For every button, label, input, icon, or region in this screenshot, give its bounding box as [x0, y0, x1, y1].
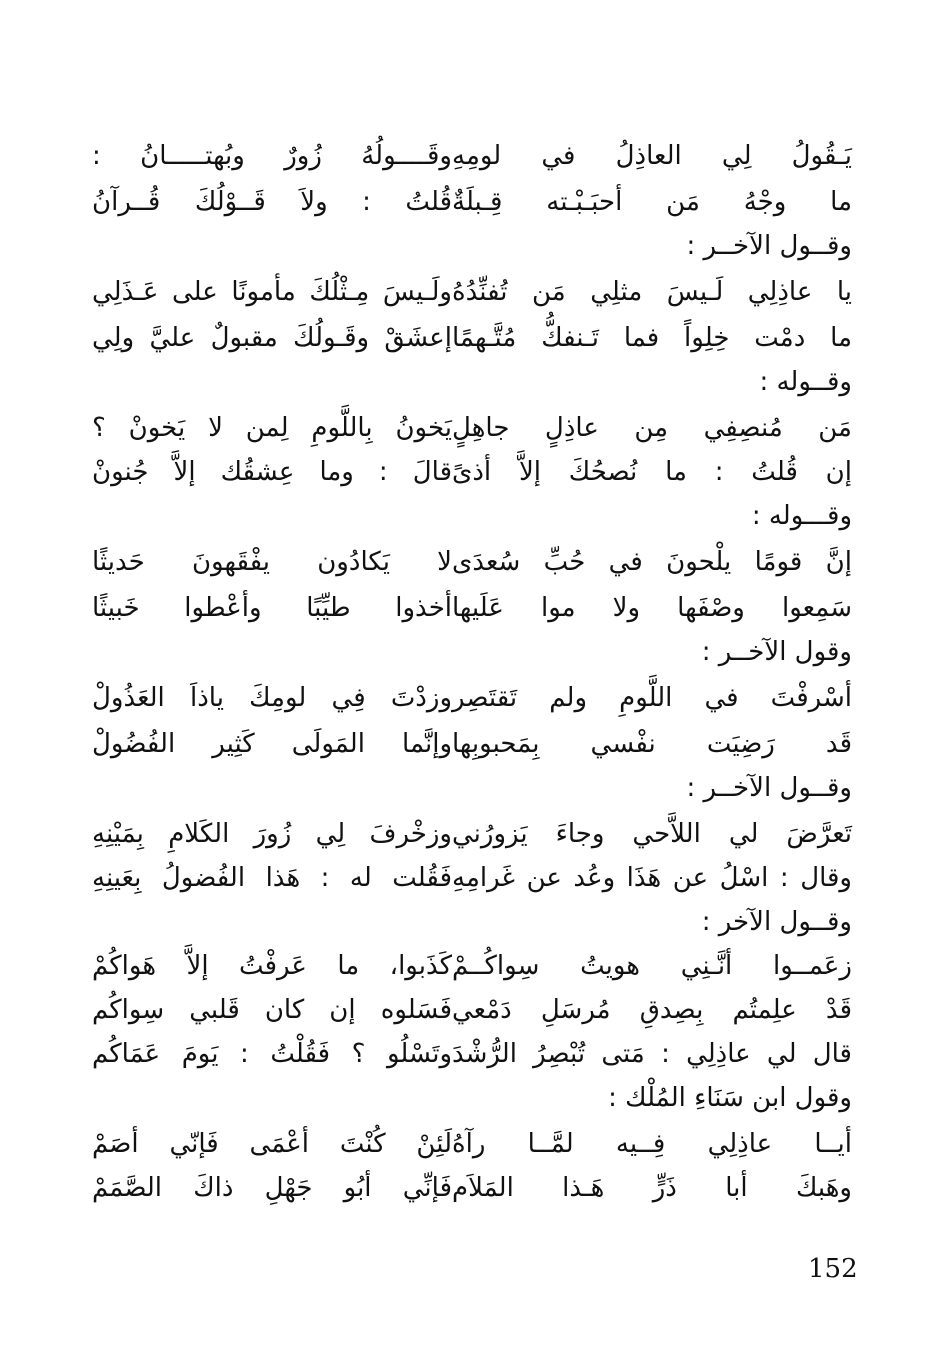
section-heading: وقول ابن سَنَاءِ المُلْك : [608, 1083, 852, 1113]
section-heading: وقــول الآخر : [701, 907, 852, 937]
section-heading: وقول الآخــر : [701, 637, 852, 667]
section-heading: وقــول الآخــر : [686, 773, 852, 803]
verse-3-first-hemistich: يا عاذِلِي لَـيسَ مثلِي مَن تُفنِّدُهُ [452, 277, 852, 307]
verse-9-second-hemistich: وزدْتَ فِي لومِكَ ياذاَ العَذُولْ [92, 683, 452, 713]
verse-4-first-hemistich: ما دمْت خِلِواً فما تَـنفكُّ مُتَّـهمًا [452, 323, 852, 353]
verse-17-first-hemistich: وهَبكَ أبا ذَرٍّ هَـذا المَلاَم [452, 1173, 852, 1203]
verse-5-second-hemistich: يَخونُ بِاللَّومِ لِمن لا يَخونْ ؟ [92, 413, 452, 443]
verse-1-second-hemistich: وقَــــولُهُ زُورٌ وبُهتـــــانُ : [92, 141, 452, 171]
verse-15-second-hemistich: وتَسْلُو ؟ فَقُلْتُ : يَومَ عَمَاكُم [92, 1039, 452, 1069]
verse-16-first-hemistich: أيــا عاذِلِي فِــيه لمَّــا رآهُ [452, 1129, 852, 1159]
verse-15-first-hemistich: قال لي عاذِلِي : مَتى تُبْصِرُ الرُّشْدَ [452, 1039, 852, 1069]
verse-3-second-hemistich: ولَـيسَ مِـثْلُكَ مأمونًا على عَـذَلِي [92, 277, 452, 307]
verse-10-first-hemistich: قَد رَضِيَت نفْسي بِمَحبوبِها [452, 729, 852, 759]
section-heading: وقــوله : [759, 367, 852, 397]
verse-12-second-hemistich: فَقُلت له : هَذا الفُضولُ بِعَينِهِ [92, 863, 452, 893]
verse-13-second-hemistich: كَذَبوا، ما عَرفْتُ إلاَّ هَواكُمْ [92, 951, 452, 981]
verse-13-first-hemistich: زعَمــوا أنَّـنِي هويتُ سِواكُــمْ [452, 951, 852, 981]
verse-10-second-hemistich: وإنَّما المَولَى كَثِير الفُضُولْ [92, 729, 452, 759]
verse-6-first-hemistich: إن قُلتُ : ما نُصحُكَ إلاَّ أذىً [452, 457, 852, 487]
verse-4-second-hemistich: إعشَقْ وقَـولُكَ مقبولٌ عليَّ ولِي [92, 323, 452, 353]
section-heading: وقــول الآخــر : [686, 231, 852, 261]
verse-11-second-hemistich: وزخْرفَ لِي زُورَ الكَلامِ بِمَيْنِهِ [92, 819, 452, 849]
verse-8-second-hemistich: أخذوا طيِّبًا وأعْطوا خَبيثًا [92, 593, 452, 623]
verse-7-first-hemistich: إنَّ قومًا يلْحونَ في حُبِّ سُعدَى [452, 547, 852, 577]
verse-14-second-hemistich: فَسَلوه إن كان قَلبي سِواكُم [92, 995, 452, 1025]
verse-11-first-hemistich: تَعرَّضَ لي اللاَّحي وجاءَ يَزورُني [452, 819, 852, 849]
verse-2-second-hemistich: قُلتُ : ولاَ قَــوْلُكَ قُــرآنُ [92, 187, 452, 217]
verse-12-first-hemistich: وقال : اسْلُ عن هَذَا وعُد عن غَرامِهِ [452, 863, 852, 893]
verse-8-first-hemistich: سَمِعوا وصْفَها ولا موا عَلَيها [452, 593, 852, 623]
verse-1-first-hemistich: يَـقُولُ لِي العاذِلُ في لومِهِ [452, 141, 852, 171]
verse-5-first-hemistich: مَن مُنصِفِي مِن عاذِلٍ جاهِلٍ [452, 413, 852, 443]
verse-9-first-hemistich: أسْرفْتَ في اللَّومِ ولم تَقتَصِر [452, 683, 852, 713]
verse-7-second-hemistich: لا يَكادُون يفْقَهونَ حَديثًا [92, 547, 452, 577]
verse-14-first-hemistich: قَدْ علِمتُم بِصِدقِ مُرسَلِ دَمْعي [452, 995, 852, 1025]
verse-6-second-hemistich: قالَ : وما عِشقُك إلاَّ جُنونْ [92, 457, 452, 487]
verse-2-first-hemistich: ما وجْهُ مَن أحبَـبْـته قِـبلَةٌ [452, 187, 852, 217]
verse-17-second-hemistich: فَإنِّي أبُو جَهْلِ ذاكَ الصَّمَمْ [92, 1173, 452, 1203]
verse-16-second-hemistich: لَئِنْ كُنْتَ أعْمَى فَإنّي أصَمْ [92, 1129, 452, 1159]
section-heading: وقـــوله : [751, 501, 852, 531]
page-number: 152 [808, 1254, 858, 1284]
